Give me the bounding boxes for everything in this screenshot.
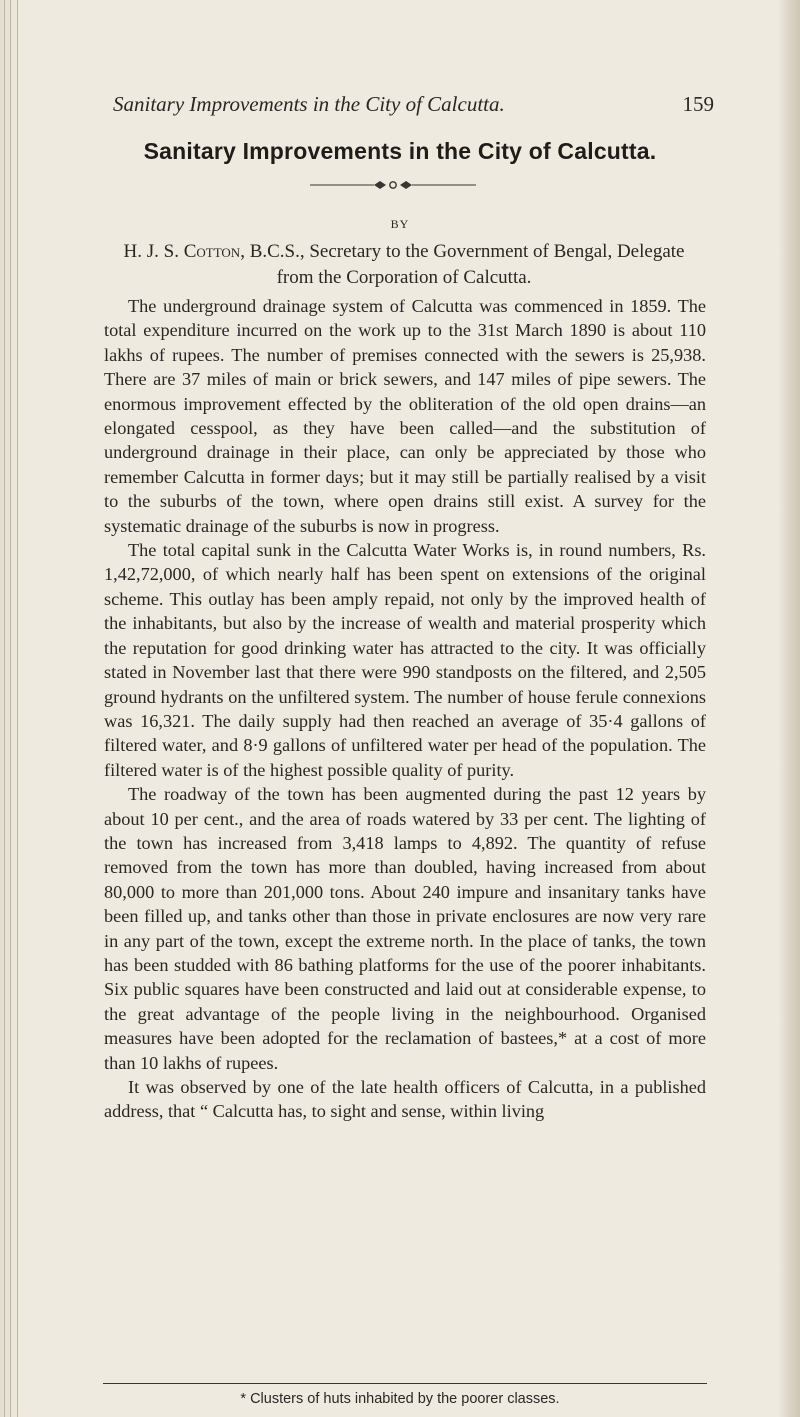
page-number: 159 xyxy=(682,92,714,116)
paragraph: The roadway of the town has been augmented during the past 12 years by about 10 per cent., and the area of roads watered by 33 per cent. The lighting of the town has increased from 3,418 lamps to 4,892. The quantity of refuse removed from the town has more than doubled, having increased from about 80,000 to more than 201,000 tons. About 240 impure and insanitary tanks have been filled up, and tanks other than those in private enclosures are now very rare in any part of the town, except the extreme north. In the place of tanks, the town has been studded with 86 bathing platforms for the use of the poorer inhabitants. Six public squares have been constructed and laid out at considerable expense, to the great advantage of the people living in the neighbourhood. Organised measures have been adopted for the reclamation of bastees,* at a cost of more than 10 lakhs of rupees. xyxy=(104,784,706,1073)
author-byline xyxy=(104,239,704,291)
author-details: , B.C.S., Secretary to the Government of Bengal, Delegate from the Corporation of Calcutta. xyxy=(240,241,685,288)
article-body xyxy=(104,294,706,1124)
title-ornament-divider xyxy=(310,178,476,192)
footnote: * Clusters of huts inhabited by the poorer classes. xyxy=(240,1391,560,1407)
paragraph: It was observed by one of the late health officers of Calcutta, in a published address, that “ Calcutta has, to sight and sense, within living xyxy=(104,1077,706,1122)
running-head xyxy=(113,92,714,116)
running-head-title: Sanitary Improvements in the City of Calcutta. xyxy=(113,92,505,116)
paragraph: The total capital sunk in the Calcutta Water Works is, in round numbers, Rs. 1,42,72,000, of which nearly half has been spent on extensions of the original scheme. This outlay has been amply repaid, not only by the improved health of the inhabitants, but also by the increase of wealth and material prosperity which the reputation for good drinking water has attracted to the city. It was officially stated in November last that there were 990 standposts on the filtered, and 2,505 ground hydrants on the unfiltered system. The number of house ferule connexions was 16,321. The daily supply had then reached an average of 35·4 gallons of filtered water, and 8·9 gallons of unfiltered water per head of the population. The filtered water is of the highest possible quality of purity. xyxy=(104,540,706,780)
by-label: BY xyxy=(390,217,410,231)
paragraph: The underground drainage system of Calcutta was commenced in 1859. The total expenditure incurred on the work up to the 31st March 1890 is about 110 lakhs of rupees. The number of premises connected with the sewers is 25,938. There are 37 miles of main or brick sewers, and 147 miles of pipe sewers. The enormous improvement effected by the obliteration of the old open drains—an elongated cesspool, as they have been called—and the substitution of underground drainage in their place, can only be appreciated by those who remember Calcutta in former days; but it may still be partially realised by a visit to the suburbs of the town, where open drains still exist. A survey for the systematic drainage of the suburbs is now in progress. xyxy=(104,296,706,536)
footnote-rule xyxy=(103,1383,707,1384)
article-title: Sanitary Improvements in the City of Calcutta. xyxy=(143,138,657,164)
author-name: H. J. S. Cotton xyxy=(123,241,241,262)
